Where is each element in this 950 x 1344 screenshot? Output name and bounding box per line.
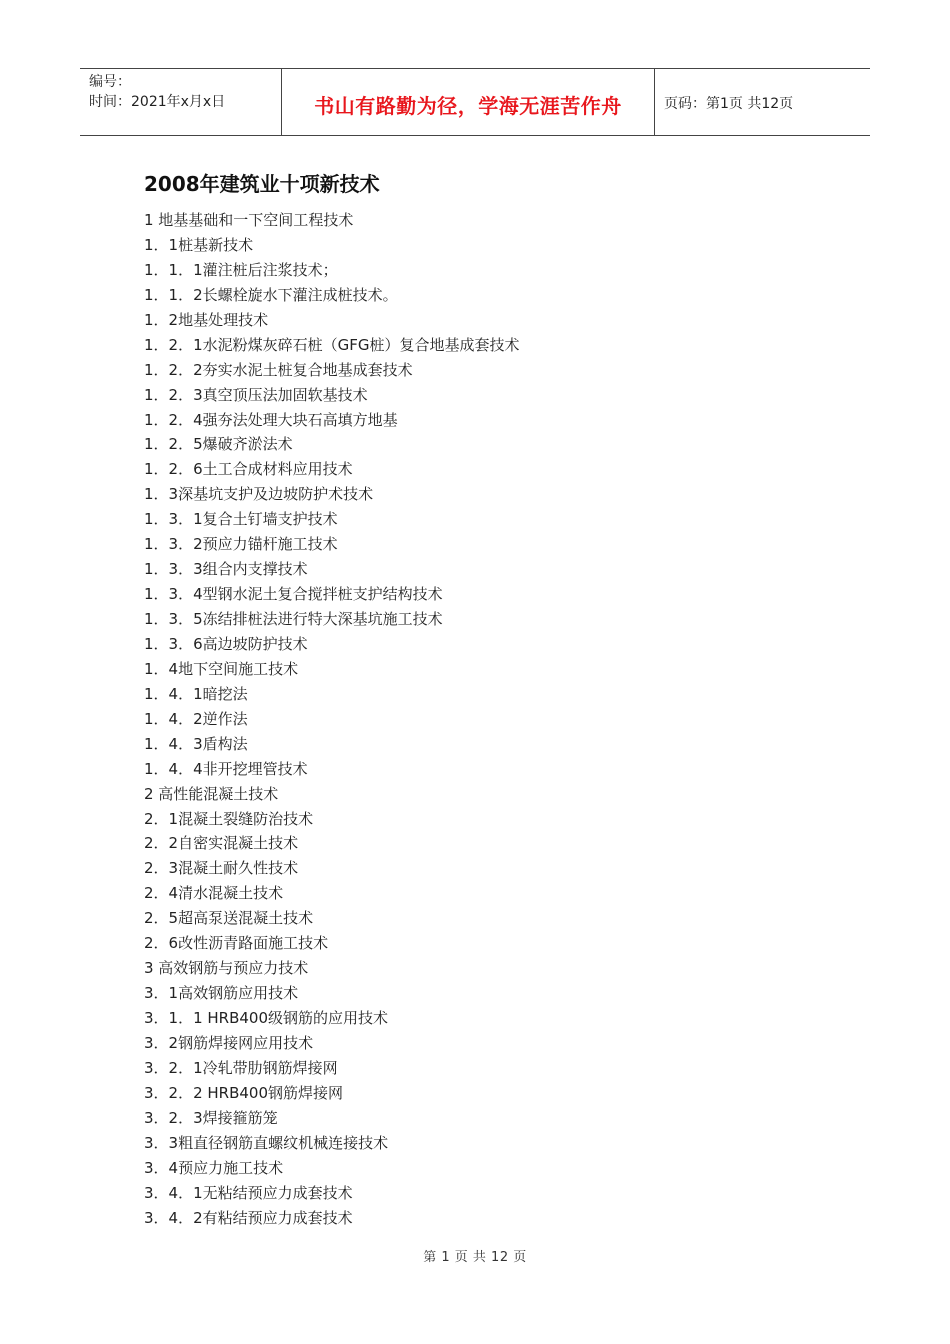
document-number-label: 编号： bbox=[89, 74, 131, 90]
list-item: 1．2．1水泥粉煤灰碎石桩（GFG桩）复合地基成套技术 bbox=[144, 335, 520, 354]
list-item: 3．2钢筋焊接网应用技术 bbox=[144, 1033, 314, 1052]
list-item: 3．1．1 HRB400级钢筋的应用技术 bbox=[144, 1009, 389, 1027]
header-motto: 书山有路勤为径，学海无涯苦作舟 bbox=[314, 93, 622, 118]
page-header bbox=[80, 68, 870, 136]
list-item: 1．4．2逆作法 bbox=[144, 709, 248, 728]
list-item: 1．3．2预应力锚杆施工技术 bbox=[144, 535, 338, 554]
list-item: 2．1混凝土裂缝防治技术 bbox=[144, 809, 314, 828]
list-item: 1．2．6土工合成材料应用技术 bbox=[144, 460, 353, 479]
header-page-info: 页码：第1页 共12页 bbox=[664, 96, 794, 112]
list-item: 3．2．1冷轧带肋钢筋焊接网 bbox=[144, 1058, 338, 1077]
page-footer: 第 1 页 共 12 页 bbox=[423, 1250, 527, 1265]
list-item: 2．2自密实混凝土技术 bbox=[144, 834, 299, 853]
list-item: 3．4预应力施工技术 bbox=[144, 1158, 284, 1177]
list-item: 2．3混凝土耐久性技术 bbox=[144, 859, 299, 878]
list-item: 1．3．4型钢水泥土复合搅拌桩支护结构技术 bbox=[144, 585, 443, 604]
document-date-label: 时间：2021年x月x日 bbox=[89, 94, 226, 110]
list-item: 1．3．3组合内支撑技术 bbox=[144, 560, 308, 579]
header-page-cell bbox=[655, 69, 870, 135]
list-item: 1．2．4强夯法处理大块石高填方地基 bbox=[144, 410, 398, 429]
list-item: 1．3．5冻结排桩法进行特大深基坑施工技术 bbox=[144, 610, 443, 628]
list-item: 3．4．2有粘结预应力成套技术 bbox=[144, 1208, 353, 1227]
list-item: 1．3．1复合土钉墙支护技术 bbox=[144, 510, 338, 529]
list-item: 3．1高效钢筋应用技术 bbox=[144, 984, 299, 1003]
list-item: 1．1．2长螺栓旋水下灌注成桩技术。 bbox=[144, 285, 398, 304]
technology-list bbox=[144, 208, 520, 1230]
list-item: 1．4．3盾构法 bbox=[144, 734, 248, 753]
list-item: 1．2地基处理技术 bbox=[144, 310, 269, 329]
list-item: 1．3深基坑支护及边坡防护术技术 bbox=[144, 485, 374, 504]
header-motto-cell bbox=[282, 69, 655, 135]
document-title: 2008年建筑业十项新技术 bbox=[144, 172, 380, 196]
list-item: 1．2．5爆破齐淤法术 bbox=[144, 435, 293, 454]
list-item: 3．2．2 HRB400钢筋焊接网 bbox=[144, 1083, 344, 1102]
list-item: 2．5超高泵送混凝土技术 bbox=[144, 909, 314, 928]
list-item: 1．3．6高边坡防护技术 bbox=[144, 634, 308, 653]
list-item: 3 高效钢筋与预应力技术 bbox=[144, 959, 309, 978]
list-item: 1 地基基础和一下空间工程技术 bbox=[144, 211, 354, 229]
list-item: 1．1桩基新技术 bbox=[144, 235, 254, 254]
list-item: 3．2．3焊接箍筋笼 bbox=[144, 1108, 278, 1127]
header-meta-cell bbox=[80, 69, 282, 135]
list-item: 1．1．1灌注桩后注浆技术； bbox=[144, 260, 338, 279]
list-item: 1．2．2夯实水泥土桩复合地基成套技术 bbox=[144, 360, 413, 379]
list-item: 1．4．4非开挖埋管技术 bbox=[144, 759, 308, 778]
list-item: 3．4．1无粘结预应力成套技术 bbox=[144, 1183, 353, 1202]
list-item: 2 高性能混凝土技术 bbox=[144, 784, 279, 803]
list-item: 2．6改性沥青路面施工技术 bbox=[144, 934, 329, 953]
list-item: 2．4清水混凝土技术 bbox=[144, 884, 284, 903]
list-item: 1．2．3真空顶压法加固软基技术 bbox=[144, 385, 368, 404]
list-item: 1．4地下空间施工技术 bbox=[144, 659, 299, 678]
list-item: 1．4．1暗挖法 bbox=[144, 684, 248, 703]
list-item: 3．3粗直径钢筋直螺纹机械连接技术 bbox=[144, 1133, 389, 1152]
